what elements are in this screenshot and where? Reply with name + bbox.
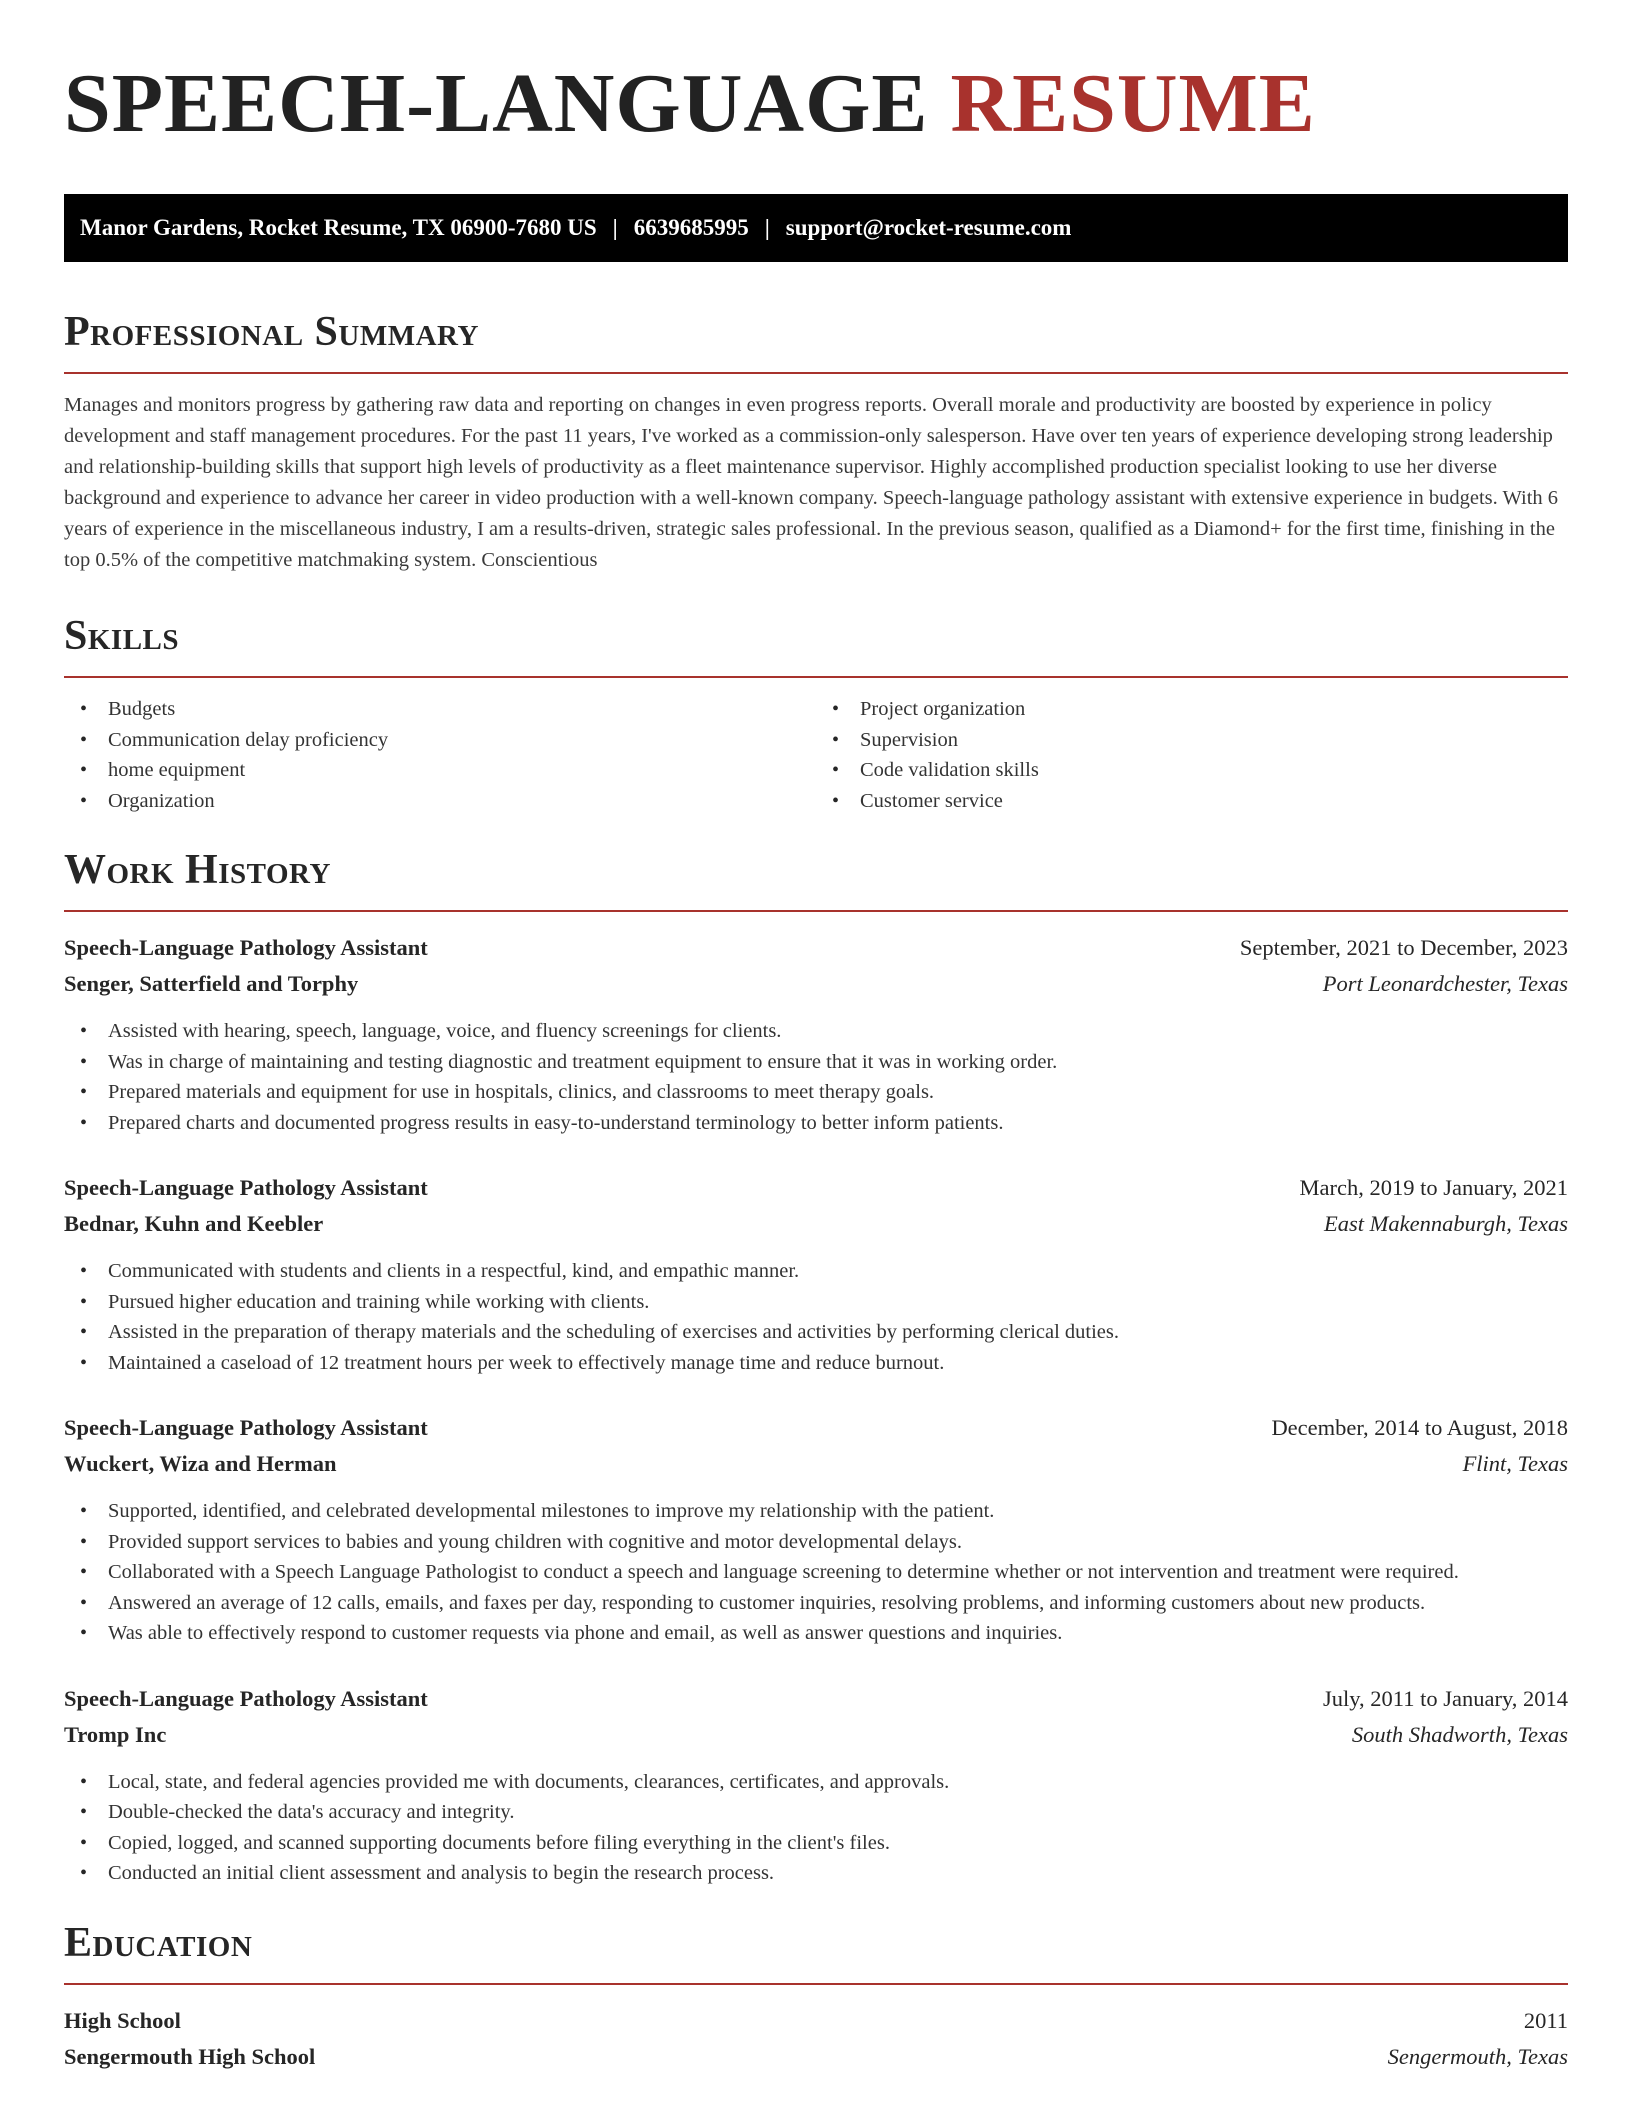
skills-column-right xyxy=(816,694,1568,816)
skills-column-left xyxy=(64,694,816,816)
job-location: Port Leonardchester, Texas xyxy=(1322,971,1568,996)
contact-phone: 6639685995 xyxy=(633,215,749,240)
job-bullets xyxy=(64,1016,1568,1138)
skill-item: • Organization xyxy=(64,786,816,817)
education-entry xyxy=(64,2005,1568,2073)
job-title: Speech-Language Pathology Assistant xyxy=(64,935,428,960)
resume-name xyxy=(64,0,1568,150)
section-divider xyxy=(64,910,1568,912)
job-location: East Makennaburgh, Texas xyxy=(1324,1211,1568,1236)
education-school: Sengermouth High School xyxy=(64,2043,316,2069)
section-divider xyxy=(64,1983,1568,1985)
skill-item: • Supervision xyxy=(816,725,1568,756)
job-entry xyxy=(64,932,1568,1138)
job-company: Tromp Inc xyxy=(64,1721,167,1747)
job-location: South Shadworth, Texas xyxy=(1351,1721,1568,1747)
contact-address: Manor Gardens, Rocket Resume, TX 06900-7680 US xyxy=(80,215,597,240)
job-bullet: • Prepared materials and equipment for use in hospitals, clinics, and classrooms to meet therapy goals. xyxy=(64,1077,1568,1108)
job-title: Speech-Language Pathology Assistant xyxy=(64,1415,428,1440)
job-dates: July, 2011 to January, 2014 xyxy=(1323,1685,1568,1711)
skill-item: • Customer service xyxy=(816,786,1568,817)
job-title: Speech-Language Pathology Assistant xyxy=(64,1175,428,1200)
job-title: Speech-Language Pathology Assistant xyxy=(64,1685,428,1711)
job-bullet: • Pursued higher education and training while working with clients. xyxy=(64,1287,1568,1318)
job-dates: March, 2019 to January, 2021 xyxy=(1299,1175,1568,1200)
section-divider xyxy=(64,676,1568,678)
job-company: Wuckert, Wiza and Herman xyxy=(64,1451,337,1476)
education-degree: High School xyxy=(64,2007,181,2033)
job-bullet: • Assisted in the preparation of therapy materials and the scheduling of exercises and activities by performing clerical duties. xyxy=(64,1317,1568,1348)
job-bullet: • Provided support services to babies and young children with cognitive and motor developmental delays. xyxy=(64,1527,1568,1558)
section-divider xyxy=(64,372,1568,374)
name-main: SPEECH-LANGUAGE xyxy=(64,57,929,150)
contact-bar xyxy=(64,194,1568,262)
skill-item: • Project organization xyxy=(816,694,1568,725)
job-bullet: • Supported, identified, and celebrated developmental milestones to improve my relationship with the patient. xyxy=(64,1496,1568,1527)
skill-item: • home equipment xyxy=(64,755,816,786)
job-dates: December, 2014 to August, 2018 xyxy=(1271,1415,1568,1440)
section-title-work-history: Work History xyxy=(64,847,331,893)
skills-list xyxy=(64,694,1568,816)
job-bullets xyxy=(64,1496,1568,1649)
job-company: Bednar, Kuhn and Keebler xyxy=(64,1211,324,1236)
job-bullet: • Collaborated with a Speech Language Pathologist to conduct a speech and language screening to determine whether or not intervention and treatment were required. xyxy=(64,1557,1568,1588)
name-accent: RESUME xyxy=(950,57,1316,150)
job-bullets xyxy=(64,1767,1568,1889)
job-bullets xyxy=(64,1256,1568,1378)
job-bullet: • Copied, logged, and scanned supporting documents before filing everything in the client's files. xyxy=(64,1828,1568,1859)
job-bullet: • Maintained a caseload of 12 treatment hours per week to effectively manage time and reduce burnout. xyxy=(64,1348,1568,1379)
job-bullet: • Local, state, and federal agencies provided me with documents, clearances, certificates, and approvals. xyxy=(64,1767,1568,1798)
section-title-summary: Professional Summary xyxy=(64,309,479,355)
job-bullet: • Was in charge of maintaining and testing diagnostic and treatment equipment to ensure that it was in working order. xyxy=(64,1047,1568,1078)
job-location: Flint, Texas xyxy=(1462,1451,1568,1476)
job-bullet: • Communicated with students and clients in a respectful, kind, and empathic manner. xyxy=(64,1256,1568,1287)
job-entry xyxy=(64,1412,1568,1649)
section-title-education: Education xyxy=(64,1919,253,1966)
job-bullet: • Assisted with hearing, speech, language, voice, and fluency screenings for clients. xyxy=(64,1016,1568,1047)
education-location: Sengermouth, Texas xyxy=(1387,2043,1568,2069)
contact-separator: | xyxy=(612,215,618,240)
job-entry xyxy=(64,1172,1568,1378)
job-bullet: • Prepared charts and documented progress results in easy-to-understand terminology to better inform patients. xyxy=(64,1108,1568,1139)
job-dates: September, 2021 to December, 2023 xyxy=(1239,935,1568,960)
education-year: 2011 xyxy=(1523,2007,1568,2033)
job-bullet: • Double-checked the data's accuracy and integrity. xyxy=(64,1797,1568,1828)
job-bullet: • Was able to effectively respond to customer requests via phone and email, as well as answer questions and inquiries. xyxy=(64,1618,1568,1649)
skill-item: • Code validation skills xyxy=(816,755,1568,786)
job-entry xyxy=(64,1683,1568,1889)
job-bullet: • Conducted an initial client assessment and analysis to begin the research process. xyxy=(64,1858,1568,1889)
job-company: Senger, Satterfield and Torphy xyxy=(64,971,359,996)
contact-separator: | xyxy=(764,215,770,240)
skill-item: • Communication delay proficiency xyxy=(64,725,816,756)
contact-email: support@rocket-resume.com xyxy=(785,215,1072,240)
summary-text: Manages and monitors progress by gathering raw data and reporting on changes in even progress reports. Overall morale and productivity are boosted by experience in policy development and staff management procedures. For the past 11 years, I've worked as a commission-only salesperson. Have over ten years of experience developing strong leadership and relationship-building skills that support high levels of productivity as a fleet maintenance supervisor. Highly accomplished production specialist looking to use her diverse background and experience to advance her career in video production with a well-known company. Speech-language pathology assistant with extensive experience in budgets. With 6 years of experience in the miscellaneous industry, I am a results-driven, strategic sales professional. In the previous season, qualified as a Diamond+ for the first time, finishing in the top 0.5% of the competitive matchmaking system. Conscientious xyxy=(64,394,1559,571)
job-bullet: • Answered an average of 12 calls, emails, and faxes per day, responding to customer inquiries, resolving problems, and informing customers about new products. xyxy=(64,1588,1568,1619)
section-title-skills: Skills xyxy=(64,613,180,659)
skill-item: • Budgets xyxy=(64,694,816,725)
